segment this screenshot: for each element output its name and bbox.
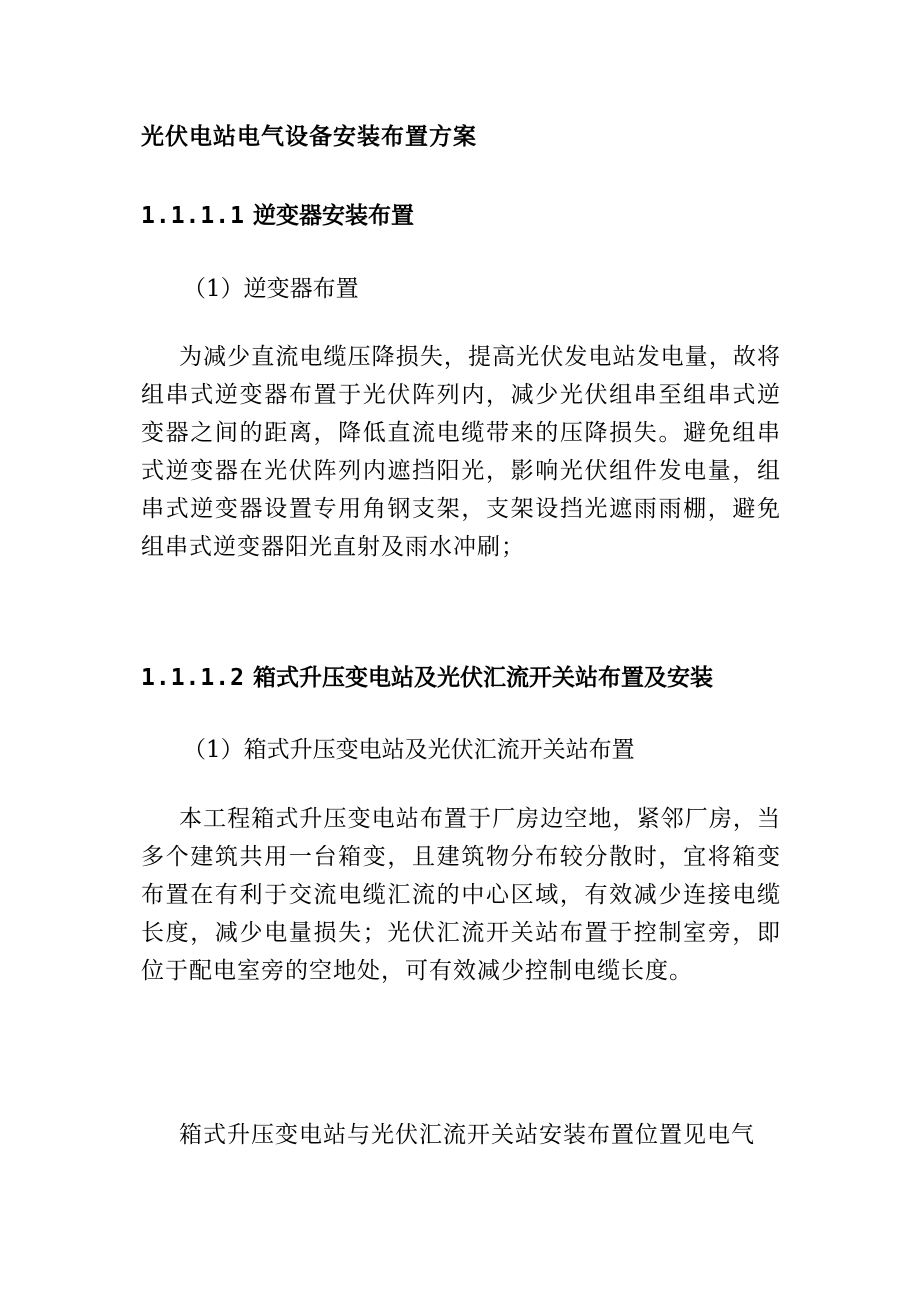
section-heading-text: 箱式升压变电站及光伏汇流开关站布置及安装	[252, 664, 713, 691]
document-title: 光伏电站电气设备安装布置方案	[141, 123, 477, 150]
section-heading-text: 逆变器安装布置	[252, 202, 414, 229]
section-heading-1-1-1-1	[141, 197, 414, 230]
section-number: 1.1.1.1	[141, 203, 245, 229]
section-heading-1-1-1-2	[141, 659, 713, 692]
paragraph-inverter: 为减少直流电缆压降损失，提高光伏发电站发电量，故将组串式逆变器布置于光伏阵列内，减少光伏组串至组串式逆变器之间的距离，降低直流电缆带来的压降损失。避免组串式逆变器在光伏阵列内遮挡阳光，影响光伏组件发电量，组串式逆变器设置专用角钢支架，支架设挡光遮雨雨棚，避免组串式逆变器阳光直射及雨水冲刷；	[141, 344, 781, 560]
subheading-inverter-layout: （1）逆变器布置	[183, 276, 359, 302]
paragraph-substation: 本工程箱式升压变电站布置于厂房边空地，紧邻厂房，当多个建筑共用一台箱变，且建筑物分布较分散时，宜将箱变布置在有利于交流电缆汇流的中心区域，有效减少连接电缆长度，减少电量损失；光伏汇流开关站布置于控制室旁，即位于配电室旁的空地处，可有效减少控制电缆长度。	[141, 806, 781, 984]
subheading-substation-layout: （1）箱式升压变电站及光伏汇流开关站布置	[183, 737, 635, 763]
section-number: 1.1.1.2	[141, 665, 245, 691]
paragraph-substation-location: 箱式升压变电站与光伏汇流开关站安装布置位置见电气	[179, 1122, 755, 1148]
